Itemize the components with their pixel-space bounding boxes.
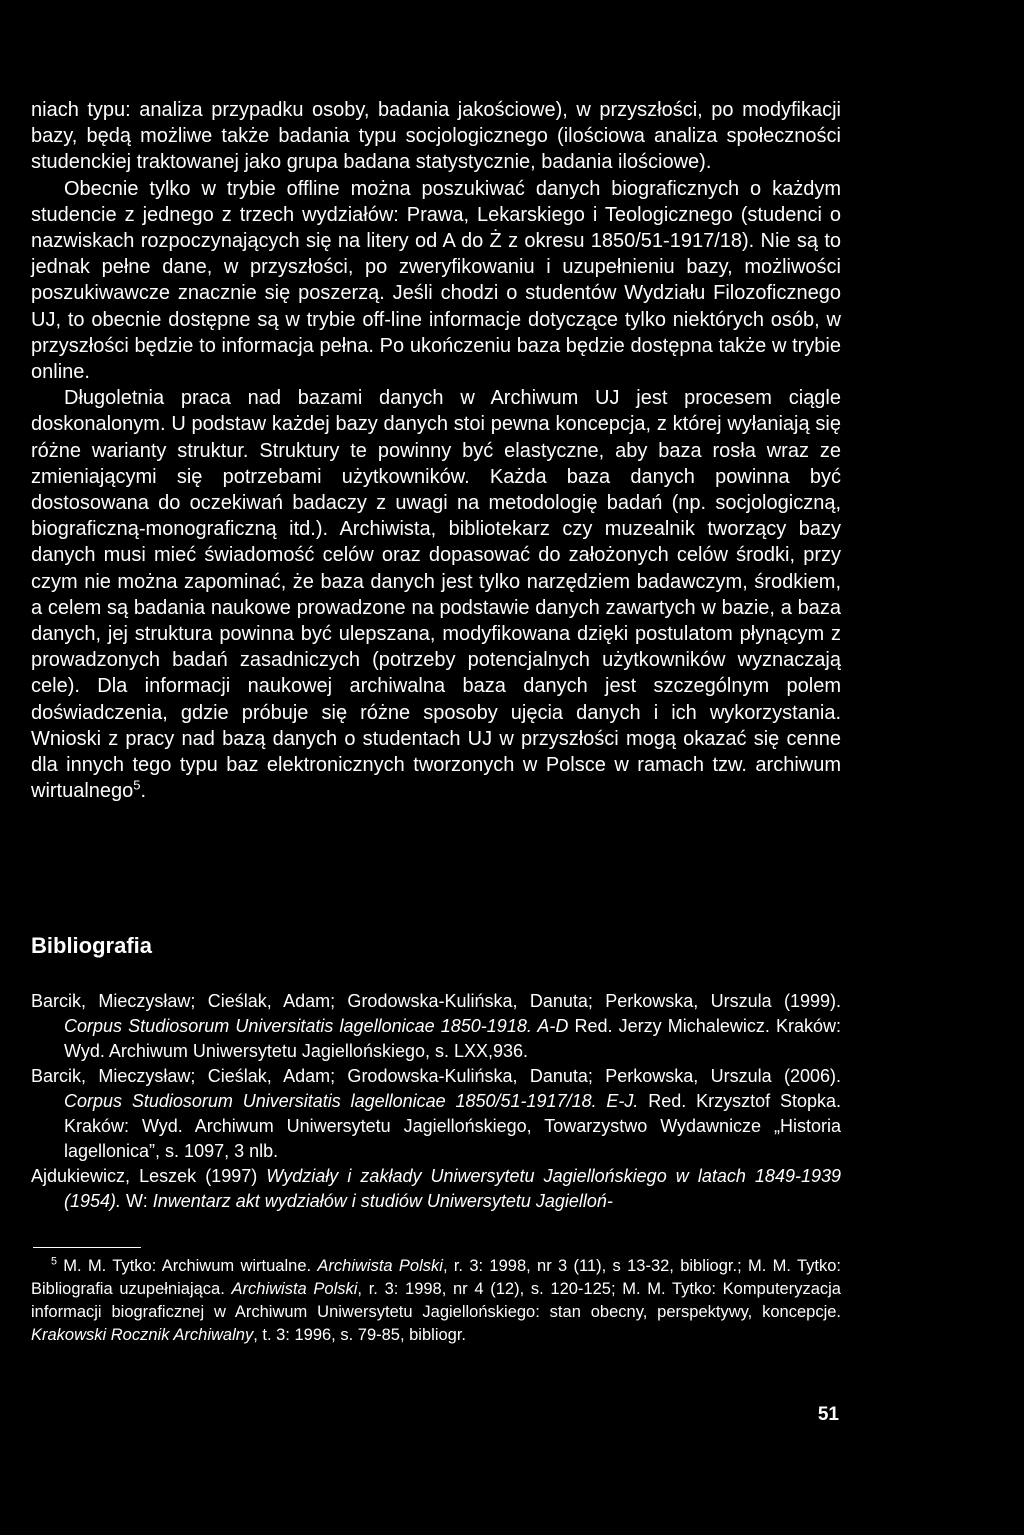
entry-authors: Barcik, Mieczysław; Cieślak, Adam; Grodowska-Kulińska, Danuta; Perkowska, Urszula (1999). <box>31 991 841 1011</box>
footnote-5 <box>31 1255 841 1347</box>
bibliography-entry <box>31 989 841 1064</box>
entry-title: Wydziały i zakłady Uniwersytetu Jagiellońskiego w latach 1849-1939 (1954). <box>64 1166 841 1211</box>
entry-title: Corpus Studiosorum Universitatis lagellonicae 1850-1918. A-D <box>64 1016 569 1036</box>
footnote-journal: Archiwista Polski <box>231 1280 358 1298</box>
footnote-text: , r. 3: 1998, nr 3 (11), s 13-32, bibliogr.; M. M. Tytko: Bibliografia uzupełniająca. <box>31 1257 841 1298</box>
footnote-marker: 5 <box>51 1255 57 1268</box>
paragraph-1: niach typu: analiza przypadku osoby, badania jakościowe), w przyszłości, po modyfikacji bazy, będą możliwe także badania typu socjologicznego (ilościowa analiza społeczności studenckiej traktowanej jako grupa badana statystycznie, badania ilościowe). <box>31 99 841 174</box>
bibliography-entry <box>31 1064 841 1164</box>
footnote-reference: 5 <box>133 777 141 793</box>
footnote-separator <box>33 1247 141 1248</box>
entry-title-secondary: Inwentarz akt wydziałów i studiów Uniwersytetu Jagielloń- <box>152 1191 613 1211</box>
page-number: 51 <box>817 1404 839 1425</box>
footnote-text: , r. 3: 1998, nr 4 (12), s. 120-125; M. M. Tytko: Komputeryzacja informacji biograficznej w Archiwum Uniwersytetu Jagiellońskiego: stan obecny, perspektywy, koncepcje. <box>31 1280 841 1321</box>
footnotes <box>31 1255 841 1347</box>
footnote-journal: Krakowski Rocznik Archiwalny <box>31 1326 254 1344</box>
bibliography-heading: Bibliografia <box>31 933 153 958</box>
entry-title: Corpus Studiosorum Universitatis lagellonicae 1850/51-1917/18. E-J. <box>64 1091 639 1111</box>
entry-authors: Barcik, Mieczysław; Cieślak, Adam; Grodowska-Kulińska, Danuta; Perkowska, Urszula (2006). <box>31 1066 841 1086</box>
bibliography-list <box>31 989 841 1214</box>
footnote-journal: Archiwista Polski <box>317 1257 443 1275</box>
footnote-text: , t. 3: 1996, s. 79-85, bibliogr. <box>253 1326 467 1344</box>
entry-details: Red. Krzysztof Stopka. Kraków: Wyd. Archiwum Uniwersytetu Jagiellońskiego, Towarzystwo Wydawnicze „Historia lagellonica”, s. 1097, 3 nlb. <box>64 1091 841 1161</box>
entry-details: W: <box>121 1191 153 1211</box>
footnote-text: M. M. Tytko: Archiwum wirtualne. <box>56 1257 318 1275</box>
entry-details: Red. Jerzy Michalewicz. Kraków: Wyd. Archiwum Uniwersytetu Jagiellońskiego, s. LXX,936. <box>64 1016 841 1061</box>
entry-authors: Ajdukiewicz, Leszek (1997) <box>31 1166 267 1186</box>
paragraph-3-text: Długoletnia praca nad bazami danych w Archiwum UJ jest procesem ciągle doskonalonym. U podstaw każdej bazy danych stoi pewna koncepcja, z której wyłaniają się różne warianty struktur. Struktury te powinny być elastyczne, aby baza rosła wraz ze zmieniającymi się potrzebami użytkowników. Każda baza danych powinna być dostosowana do oczekiwań badaczy z uwagi na metodologię badań (np. socjologiczną, biograficzną-monograficzną itd.). Archiwista, bibliotekarz czy muzealnik tworzący bazy danych musi mieć świadomość celów oraz dopasować do założonych celów środki, przy czym nie można zapominać, że baza danych jest tylko narzędziem badawczym, środkiem, a celem są badania naukowe prowadzone na podstawie danych zawartych w bazie, a baza danych, jej struktura powinna być ulepszana, modyfikowana dzięki postulatom płynącym z prowadzonych badań zasadniczych (potrzeby potencjalnych użytkowników wyznaczają cele). Dla informacji naukowej archiwalna baza danych jest szczególnym polem doświadczenia, gdzie próbuje się różne sposoby ujęcia danych i ich wykorzystania. Wnioski z pracy nad bazą danych o studentach UJ w przyszłości mogą okazać się cenne dla innych tego typu baz elektronicznych tworzonych w Polsce w ramach tzw. archiwum wirtualnego <box>31 387 841 803</box>
paragraph-2: Obecnie tylko w trybie offline można poszukiwać danych biograficznych o każdym studencie z jednego z trzech wydziałów: Prawa, Lekarskiego i Teologicznego (studenci o nazwiskach rozpoczynających się na litery od A do Ż z okresu 1850/51-1917/18). Nie są to jednak pełne dane, w przyszłości, po zweryfikowaniu i uzupełnieniu bazy, możliwości poszukiwawcze znacznie się poszerzą. Jeśli chodzi o studentów Wydziału Filozoficznego UJ, to obecnie dostępne są w trybie off-line informacje dotyczące tylko niektórych osób, w przyszłości będzie to informacja pełna. Po ukończeniu baza będzie dostępna także w trybie online. <box>31 177 841 384</box>
paragraph-3 <box>31 385 841 804</box>
bibliography-entry <box>31 1164 841 1214</box>
paragraph-3-end: . <box>140 780 147 803</box>
main-text <box>31 97 841 804</box>
